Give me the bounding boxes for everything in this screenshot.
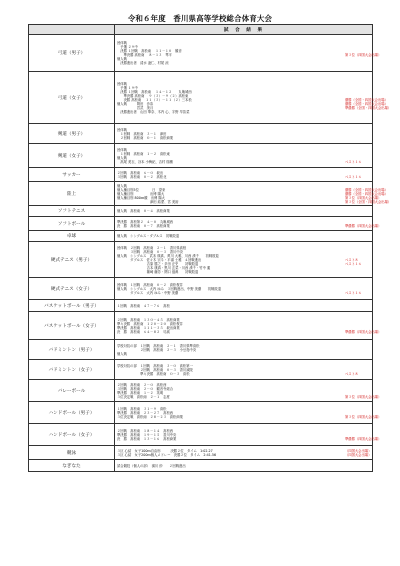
result-line: 決 勝 高松南 ６４－８２ 尽誠 bbox=[117, 329, 170, 334]
result-line: ３回戦 高松南 ０－２ 高松北 bbox=[117, 174, 167, 179]
result-cell bbox=[115, 380, 382, 402]
result-line: 団体戦 bbox=[117, 147, 127, 152]
result-line: 決勝進出者 清水 凌仁、村尾 涼 bbox=[117, 61, 169, 65]
result-line: ２回戦 高松南 ２－３ 小豆島中央 bbox=[117, 347, 197, 352]
result-award-note: 準優勝（四国大会出場） bbox=[345, 329, 382, 334]
table-row bbox=[29, 340, 373, 360]
table-header-row bbox=[29, 25, 373, 35]
results-table bbox=[28, 24, 392, 472]
result-line: 団体戦 bbox=[117, 41, 127, 45]
event-name-cell: ソフトボール bbox=[29, 217, 115, 231]
result-line: ３回戦 高松南 ２－０ 観音寺総合 bbox=[117, 386, 174, 391]
event-name-cell: バスケットボール（男子） bbox=[29, 300, 115, 312]
result-award-note: 優勝（全国・四国大会出場） bbox=[345, 97, 388, 102]
result-line: 個人種目別 800ｍ競 出博 陽大 bbox=[117, 195, 165, 200]
page-title: 令和６年度 香川県高等学校総合体育大会 bbox=[127, 14, 273, 23]
result-line: ２回戦 高松南 １８－１４ 高松西 bbox=[117, 428, 174, 433]
result-line: ３位決定戦 高松南 ２－１ 志度 bbox=[117, 394, 170, 399]
result-line: 宮武 美月 bbox=[117, 105, 154, 110]
result-line: ３区 心結 女子100ｍ自由形 決勝２位 タイム 1:02.27 bbox=[117, 448, 213, 453]
result-line: 吉本 康真・黒川 玄菜・川西 湊千・竹中 蓮 bbox=[117, 265, 211, 270]
result-award-note: 優勝（全国・四国大会出場） bbox=[345, 191, 388, 196]
event-name-cell: ハンドボール（女子） bbox=[29, 424, 115, 446]
result-award-note: 第３位（四国大会出場） bbox=[345, 414, 382, 419]
result-cell bbox=[115, 460, 373, 472]
result-line: 高尾 美衣、谷本 小梅紀、吉村 瑞穂 bbox=[117, 159, 173, 164]
result-line: ２回戦 高松南 ０－１ 高松商業 bbox=[117, 135, 174, 140]
table-row bbox=[29, 35, 373, 72]
result-line: 学校対抗の部 １回戦 高松南 ２－１ 香川県準高松 bbox=[117, 343, 200, 348]
result-cell bbox=[115, 424, 382, 446]
result-line: 個人戦 高松南 ０－４ 高松商業 bbox=[117, 209, 170, 213]
result-award-note: ベスト８ bbox=[345, 371, 359, 376]
result-line: 個人戦 bbox=[117, 351, 127, 356]
result-line: 予選 １９中 bbox=[117, 85, 138, 90]
result-award-note: 第３位（四国大会出場） bbox=[345, 195, 382, 200]
result-cell bbox=[115, 182, 392, 206]
result-line: ３位決定戦 高松南 ２８－２３ 高松商業 bbox=[117, 414, 183, 419]
result-line: 団体戦 bbox=[117, 81, 127, 86]
result-award-note: 第３位（四国大会出場） bbox=[345, 394, 382, 399]
result-cell bbox=[115, 231, 373, 242]
table-row bbox=[29, 424, 373, 446]
result-cell bbox=[115, 206, 373, 217]
result-cell bbox=[115, 360, 373, 380]
result-line: 準決勝 高松南 ８－１３ 琴平 bbox=[117, 53, 172, 57]
result-line: １回戦 高松南 ３１－９ 高松 bbox=[117, 406, 167, 411]
result-line: 篠崎 藤芳・関口 風眞 初戦敗退 bbox=[117, 269, 199, 274]
table-row bbox=[29, 312, 373, 340]
table-row bbox=[29, 460, 373, 472]
result-award-note: 第３位（四国大会出場） bbox=[345, 53, 382, 57]
result-award-note: （四国大会出場） bbox=[345, 452, 372, 457]
event-name-cell: 弓道（女子） bbox=[29, 72, 115, 124]
result-line: 決勝進出者 山田 華奈、木内 心、宇野 早苗菜 bbox=[117, 109, 190, 114]
result-cell bbox=[115, 217, 382, 231]
event-name-cell: 硬式テニス（男子） bbox=[29, 242, 115, 278]
result-award-note: ベスト１６ bbox=[345, 290, 362, 295]
result-cell bbox=[115, 446, 373, 460]
result-line: 予選 ２９中 bbox=[117, 45, 138, 49]
result-line: 団体戦 １回戦 高松南 ０－２ 高松桜井 bbox=[117, 282, 183, 287]
result-line: 個人種目別 出博 陽大 bbox=[117, 191, 165, 196]
result-cell bbox=[115, 72, 392, 124]
result-line: 学校対抗の部 １回戦 高松南 ３－０ 高松第一 bbox=[117, 363, 193, 368]
result-line: 個人戦 bbox=[117, 57, 127, 61]
result-line: ２回戦 高松南 ２－０ 高松西 bbox=[117, 382, 167, 387]
result-line: 決 勝 高松南 ０－７ 高松商業 bbox=[117, 223, 170, 228]
result-line: 津田 結愛、宮 美裕 bbox=[117, 199, 179, 204]
result-award-note: 優勝（全国・四国大会出場） bbox=[345, 187, 388, 192]
result-cell bbox=[115, 300, 373, 312]
result-line: 準決勝 高松南 １－２ 英明 bbox=[117, 390, 164, 395]
result-line: 個人戦 シングルス 大内 ゆみ ３回戦進出、中野 美優 初戦敗退 bbox=[117, 286, 221, 291]
event-name-cell: 弓道（男子） bbox=[29, 35, 115, 72]
result-line: 個人戦 シングルス・ダブルス 初戦敗退 bbox=[117, 234, 180, 238]
event-name-cell: 卓球 bbox=[29, 231, 115, 242]
event-name-cell: ハンドボール（男子） bbox=[29, 402, 115, 424]
result-line: ３回戦 高松南 ０－３ 香川中央 bbox=[117, 249, 183, 254]
table-row bbox=[29, 124, 373, 144]
event-name-cell: 剣道（女子） bbox=[29, 144, 115, 168]
table-row bbox=[29, 446, 373, 460]
result-line: 団体戦 ２回戦 高松南 ２－１ 香川県高校 bbox=[117, 245, 187, 250]
result-cell bbox=[115, 124, 373, 144]
table-row bbox=[29, 278, 373, 300]
event-name-cell: バスケットボール（女子） bbox=[29, 312, 115, 340]
result-award-note: 優勝（全国・四国大会出場） bbox=[345, 101, 388, 106]
result-line: 準決勝 高松南 ２３－２７ 高松西 bbox=[117, 410, 174, 415]
table-row bbox=[29, 402, 373, 424]
result-line: １回戦 高松南 ３－１ 津田 bbox=[117, 131, 167, 136]
event-name-cell: 剣道（男子） bbox=[29, 124, 115, 144]
result-line: 決勝 高松南 １１（３）－１１（２）三本松 bbox=[117, 97, 192, 102]
result-cell bbox=[115, 402, 382, 424]
result-line: 準決勝 高松第２ ４－０ 丸亀城西 bbox=[117, 219, 174, 224]
table-row bbox=[29, 72, 373, 124]
result-line: 準決勝 高松南 ９（３）－９（２）高松東 bbox=[117, 93, 189, 98]
event-name-cell: 競泳 bbox=[29, 446, 115, 460]
result-line: 準決勝 高松南 １１１－３５ 坂出商業 bbox=[117, 325, 180, 330]
result-line: 決勝 １回戦 高松南 １４－１２ 丸亀城西 bbox=[117, 89, 192, 94]
result-award-note: （四国大会出場） bbox=[345, 448, 372, 453]
table-row bbox=[29, 206, 373, 217]
result-award-note: ベスト１６ bbox=[345, 261, 362, 266]
table-row bbox=[29, 217, 373, 231]
result-line: ３区 心結 女子200ｍ個人メドレー 決勝２位 タイム 2:41.56 bbox=[117, 452, 217, 457]
table-row bbox=[29, 380, 373, 402]
result-cell bbox=[115, 312, 382, 340]
result-award-note: 準優勝（全国・四国大会出場） bbox=[345, 105, 392, 110]
event-name-cell: サッカー bbox=[29, 168, 115, 182]
header-results-cell: 試 合 結 果 bbox=[115, 25, 373, 35]
event-name-cell: バドミントン（男子） bbox=[29, 340, 115, 360]
result-line: 決 勝 高松南 １３－１６ 高松商業 bbox=[117, 436, 177, 441]
event-name-cell: なぎなた bbox=[29, 460, 115, 472]
result-line: 準々決勝 高松南 １２０－２０ 高松桜井 bbox=[117, 321, 183, 326]
header-blank-cell bbox=[29, 25, 115, 35]
result-award-note: ベスト１６ bbox=[345, 159, 362, 164]
result-line: 準決勝 高松南 １９－１５ 香川中央 bbox=[117, 432, 177, 437]
result-line: 試合競技（個人の部） 濱川 紗 ２回戦進出 bbox=[117, 463, 186, 468]
event-name-cell: 硬式テニス（女子） bbox=[29, 278, 115, 300]
event-name-cell: バドミントン（女子） bbox=[29, 360, 115, 380]
result-award-note: ベスト８ bbox=[345, 257, 359, 262]
table-row bbox=[29, 231, 373, 242]
table-row bbox=[29, 242, 373, 278]
result-award-note: 準優勝（四国大会出場） bbox=[345, 223, 382, 228]
event-name-cell: バレーボール bbox=[29, 380, 115, 402]
result-line: ダブルス 大内 ゆみ・中野 美優 bbox=[117, 290, 179, 295]
result-award-note: ベスト１６ bbox=[345, 174, 362, 179]
result-cell bbox=[115, 242, 373, 278]
result-line: ２回戦 高松南 １３０－４５ 高松商業 bbox=[117, 317, 180, 322]
table-row bbox=[29, 300, 373, 312]
result-line: ２回戦 高松南 ６－０ 坂出 bbox=[117, 170, 164, 175]
event-name-cell: ソフトテニス bbox=[29, 206, 115, 217]
result-line: １回戦 高松南 １－２ 高松東 bbox=[117, 151, 170, 156]
result-line: ２回戦 高松南 ０－３ 香川誠陵 bbox=[117, 367, 193, 372]
result-line: 個人種目別5位 日 望来 bbox=[117, 187, 166, 192]
table-row bbox=[29, 144, 373, 168]
result-award-note: 準優勝（四国大会出場） bbox=[345, 436, 382, 441]
result-cell bbox=[115, 144, 373, 168]
result-line: 個人戦 bbox=[117, 155, 127, 160]
table-row bbox=[29, 360, 373, 380]
result-line: 個人戦 岡田 沙彩 bbox=[117, 101, 154, 106]
result-line: ダブルス 佐々木 宗斗・平湯 士雅 ４回戦進出 bbox=[117, 257, 202, 262]
result-line: 個人戦 bbox=[117, 183, 127, 188]
result-cell bbox=[115, 168, 373, 182]
result-award-note: 第３位（全国・四国大会出場） bbox=[345, 199, 392, 204]
table-row bbox=[29, 182, 373, 206]
result-line: 決勝 １回戦 高松南 １１－１０ 観音 bbox=[117, 49, 182, 53]
result-line: 個人戦 シングルス 武末 瑛真、萬川 大雅、川西 湊千 初戦敗退 bbox=[117, 253, 219, 258]
table-row bbox=[29, 168, 373, 182]
result-cell bbox=[115, 340, 373, 360]
result-line: １回戦 高松南 ４７－７６ 高松 bbox=[117, 303, 170, 308]
result-line: 団体戦 bbox=[117, 127, 127, 132]
event-name-cell: 陸上 bbox=[29, 182, 115, 206]
result-cell bbox=[115, 278, 373, 300]
result-line: 吉原 勝之・多田 正史 初戦敗退 bbox=[117, 261, 199, 266]
result-cell bbox=[115, 35, 382, 72]
result-line: 準々決勝 高松南 ０－３ 高松 bbox=[117, 371, 190, 376]
